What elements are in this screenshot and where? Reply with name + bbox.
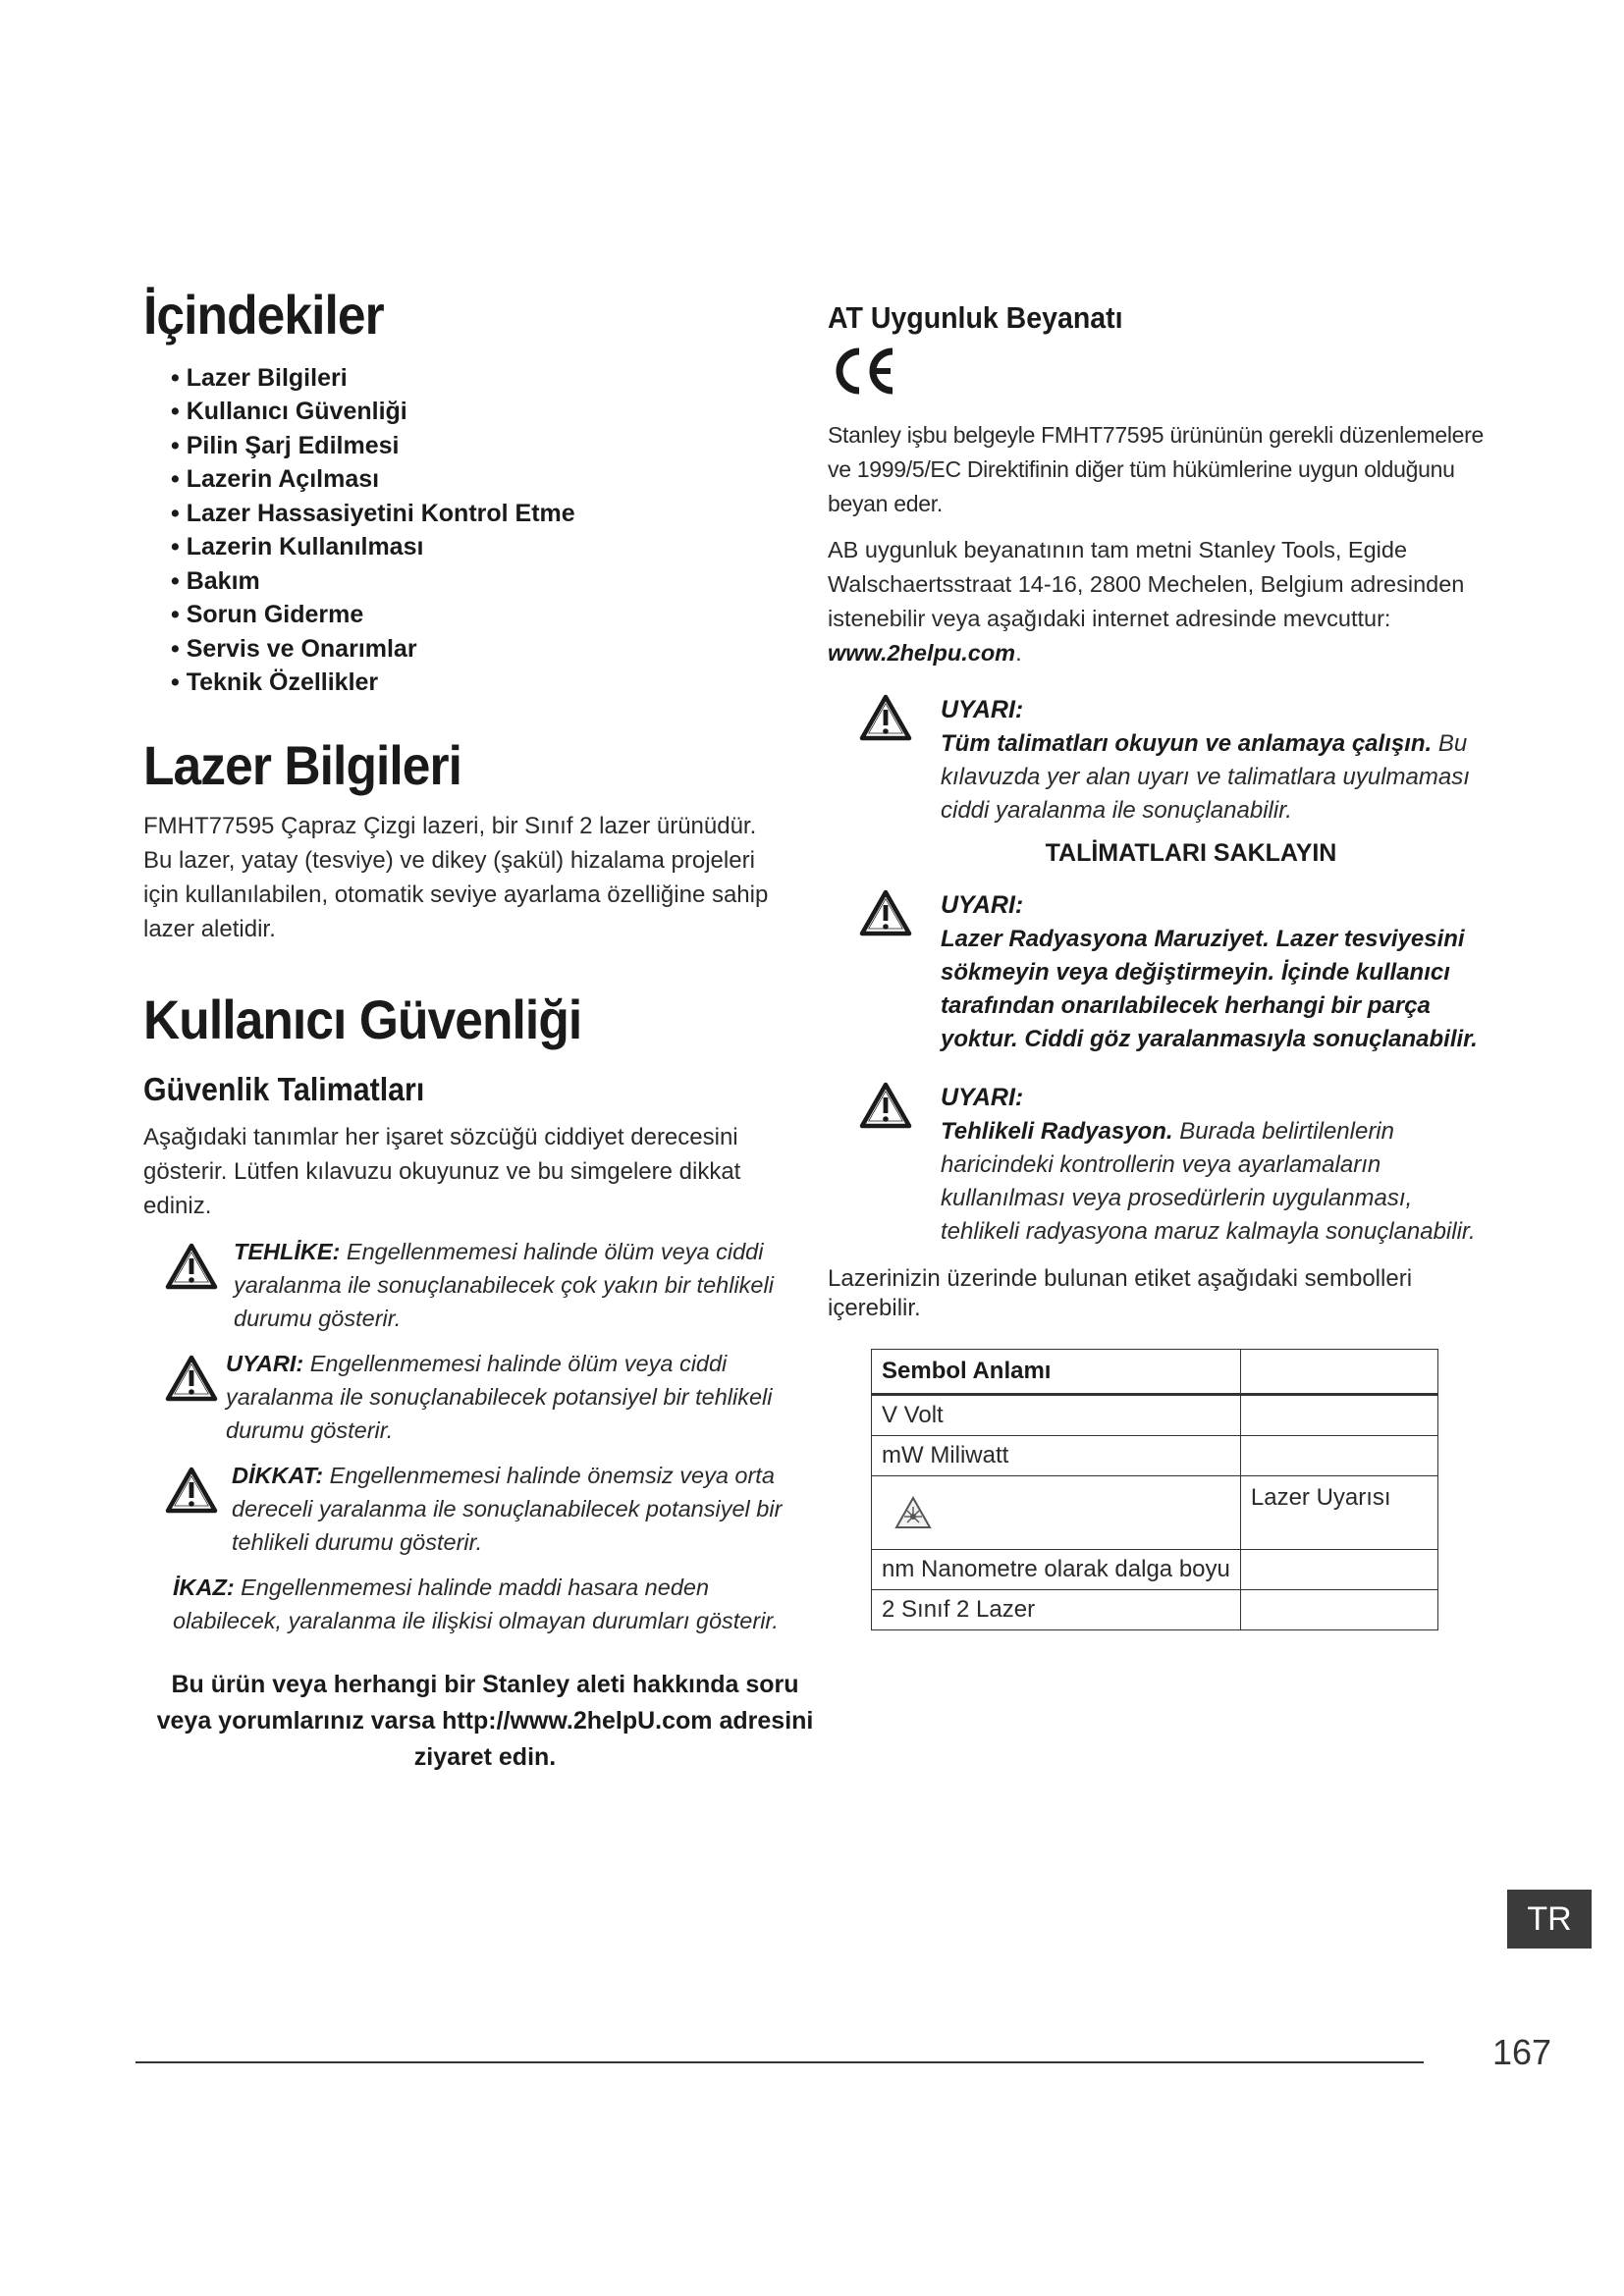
danger-keyword: TEHLİKE: xyxy=(234,1239,341,1265)
warning-triangle-icon xyxy=(859,1082,912,1129)
table-cell-empty xyxy=(1240,1550,1437,1590)
footer-divider xyxy=(135,2061,1424,2063)
notice-text xyxy=(143,1571,801,1637)
toc-item: • Lazer Hassasiyetini Kontrol Etme xyxy=(171,497,821,531)
ec-declaration-title: AT Uygunluk Beyanatı xyxy=(828,300,1123,335)
table-row xyxy=(872,1436,1438,1476)
ec-paragraph-1: Stanley işbu belgeyle FMHT77595 ürününün gerekli düzenlemelere ve 1999/5/EC Direktifinin diğer tüm hükümlerine uygun olduğunu beyan eder. xyxy=(828,422,1484,517)
warning-read-instructions xyxy=(828,692,1495,828)
table-row xyxy=(872,1550,1438,1590)
warning-triangle-icon xyxy=(165,1243,218,1290)
contact-info: Bu ürün veya herhangi bir Stanley aleti hakkında soru veya yorumlarınız varsa http://www.2helpU.com adresini ziyaret edin. xyxy=(156,1671,814,1772)
page-number: 167 xyxy=(1492,2032,1552,2072)
toc-item: • Teknik Özellikler xyxy=(171,666,821,700)
warning-title: UYARI: xyxy=(941,696,1024,724)
warning-triangle-icon xyxy=(859,694,912,741)
warning-rest-text: Bu kılavuzda yer alan uyarı ve talimatlara uyulmaması ciddi yaralanma ile sonuçlanabilir. xyxy=(941,730,1470,825)
toc-item: • Sorun Giderme xyxy=(171,598,821,632)
right-column xyxy=(828,299,1495,1630)
notice-description: Engellenmemesi halinde maddi hasara neden olabilecek, yaralanma ile ilişkisi olmayan durumları gösterir. xyxy=(173,1575,779,1634)
laser-info-title: Lazer Bilgileri xyxy=(143,733,462,796)
toc-item: • Lazer Bilgileri xyxy=(171,361,821,396)
toc-item: • Lazerin Açılması xyxy=(171,462,821,497)
ce-mark-graphic xyxy=(828,342,898,400)
warning-rest-text: Burada belirtilenlerin haricindeki kontrollerin veya ayarlamaların kullanılması veya prosedürlerin uygulanması, tehlikeli radyasyona maruz kalmayla sonuçlanabilir. xyxy=(941,1118,1476,1246)
table-row xyxy=(872,1395,1438,1436)
warning-triangle-icon xyxy=(165,1467,218,1514)
ec-paragraph-2-text: AB uygunluk beyanatının tam metni Stanley Tools, Egide Walschaertsstraat 14-16, 2800 Mechelen, Belgium adresinden istenebilir veya aşağıdaki internet adresinde mevcuttur: xyxy=(828,537,1465,632)
table-cell: V Volt xyxy=(872,1395,1241,1436)
laser-warning-icon xyxy=(893,1495,933,1530)
caution-level xyxy=(143,1459,821,1559)
warning-bold-text: Tüm talimatları okuyun ve anlamaya çalışın. xyxy=(941,730,1433,758)
warning-title: UYARI: xyxy=(941,891,1024,920)
toc-item: • Kullanıcı Güvenliği xyxy=(171,395,821,429)
danger-level xyxy=(143,1235,821,1335)
warning-description: Engellenmemesi halinde ölüm veya ciddi yaralanma ile sonuçlanabilecek potansiyel bir tehlikeli durumu gösterir. xyxy=(226,1351,773,1444)
symbols-table xyxy=(871,1349,1438,1630)
warning-triangle-icon xyxy=(859,889,912,936)
warning-triangle-icon xyxy=(165,1355,218,1402)
toc-item: • Lazerin Kullanılması xyxy=(171,530,821,564)
warning-hazardous-radiation xyxy=(828,1080,1495,1249)
user-safety-title: Kullanıcı Güvenliği xyxy=(143,988,582,1051)
toc-list xyxy=(143,361,821,700)
warning-body xyxy=(941,727,1495,828)
warning-laser-exposure xyxy=(828,887,1495,1056)
warning-keyword: UYARI: xyxy=(226,1351,304,1377)
table-cell: 2 Sınıf 2 Lazer xyxy=(872,1590,1241,1630)
warning-body xyxy=(941,923,1495,1056)
safety-intro: Aşağıdaki tanımlar her işaret sözcüğü ciddiyet derecesini gösterir. Lütfen kılavuzu okuyunuz ve bu simgelere dikkat ediniz. xyxy=(143,1124,741,1220)
laser-info-body: FMHT77595 Çapraz Çizgi lazeri, bir Sınıf 2 lazer ürünüdür. Bu lazer, yatay (tesviye) ve dikey (şakül) hizalama projeleri için kullanılabilen, otomatik seviye ayarlama özelliğine sahip lazer aletidir. xyxy=(143,813,769,943)
warning-text xyxy=(226,1347,821,1447)
table-cell-empty xyxy=(1240,1590,1437,1630)
table-header-empty xyxy=(1240,1350,1437,1395)
danger-text xyxy=(226,1235,821,1335)
notice-keyword: İKAZ: xyxy=(173,1575,235,1601)
url-suffix: . xyxy=(1015,640,1022,667)
language-badge: TR xyxy=(1507,1890,1592,1949)
table-row xyxy=(872,1590,1438,1630)
toc-item: • Servis ve Onarımlar xyxy=(171,632,821,667)
warning-bold-text: Lazer Radyasyona Maruziyet. Lazer tesviyesini sökmeyin veya değiştirmeyin. İçinde kullanıcı tarafından onarılabilecek herhangi bir parça yoktur. Ciddi göz yaralanmasıyla sonuçlanabilir. xyxy=(941,926,1478,1053)
table-header-cell: Sembol Anlamı xyxy=(872,1350,1241,1395)
warning-body xyxy=(941,1115,1495,1249)
table-cell-empty xyxy=(1240,1395,1437,1436)
table-row xyxy=(872,1476,1438,1550)
support-url-link[interactable]: www.2helpu.com xyxy=(828,640,1016,667)
table-cell: nm Nanometre olarak dalga boyu xyxy=(872,1550,1241,1590)
warning-title: UYARI: xyxy=(941,1084,1024,1112)
toc-title: İçindekiler xyxy=(143,284,384,346)
table-cell: mW Miliwatt xyxy=(872,1436,1241,1476)
toc-item: • Bakım xyxy=(171,564,821,599)
danger-description: Engellenmemesi halinde ölüm veya ciddi yaralanma ile sonuçlanabilecek çok yakın bir tehlikeli durumu gösterir. xyxy=(234,1239,774,1332)
caution-keyword: DİKKAT: xyxy=(232,1463,324,1489)
ec-paragraph-2 xyxy=(828,533,1495,670)
table-cell: Lazer Uyarısı xyxy=(1240,1476,1437,1550)
ce-mark-icon xyxy=(828,342,1495,406)
caution-description: Engellenmemesi halinde önemsiz veya orta dereceli yaralanma ile sonuçlanabilecek potansiyel bir tehlikeli durumu gösterir. xyxy=(232,1463,783,1556)
table-header-row xyxy=(872,1350,1438,1395)
toc-item: • Pilin Şarj Edilmesi xyxy=(171,429,821,463)
left-column xyxy=(143,285,821,1776)
warning-level xyxy=(143,1347,821,1447)
warning-bold-text: Tehlikeli Radyasyon. xyxy=(941,1118,1173,1146)
table-cell-empty xyxy=(1240,1436,1437,1476)
table-cell xyxy=(872,1476,1241,1550)
save-instructions: TALİMATLARI SAKLAYIN xyxy=(1045,839,1337,868)
caution-text xyxy=(226,1459,821,1559)
label-intro: Lazerinizin üzerinde bulunan etiket aşağıdaki sembolleri içerebilir. xyxy=(828,1265,1413,1322)
safety-instructions-subtitle: Güvenlik Talimatları xyxy=(143,1070,425,1107)
